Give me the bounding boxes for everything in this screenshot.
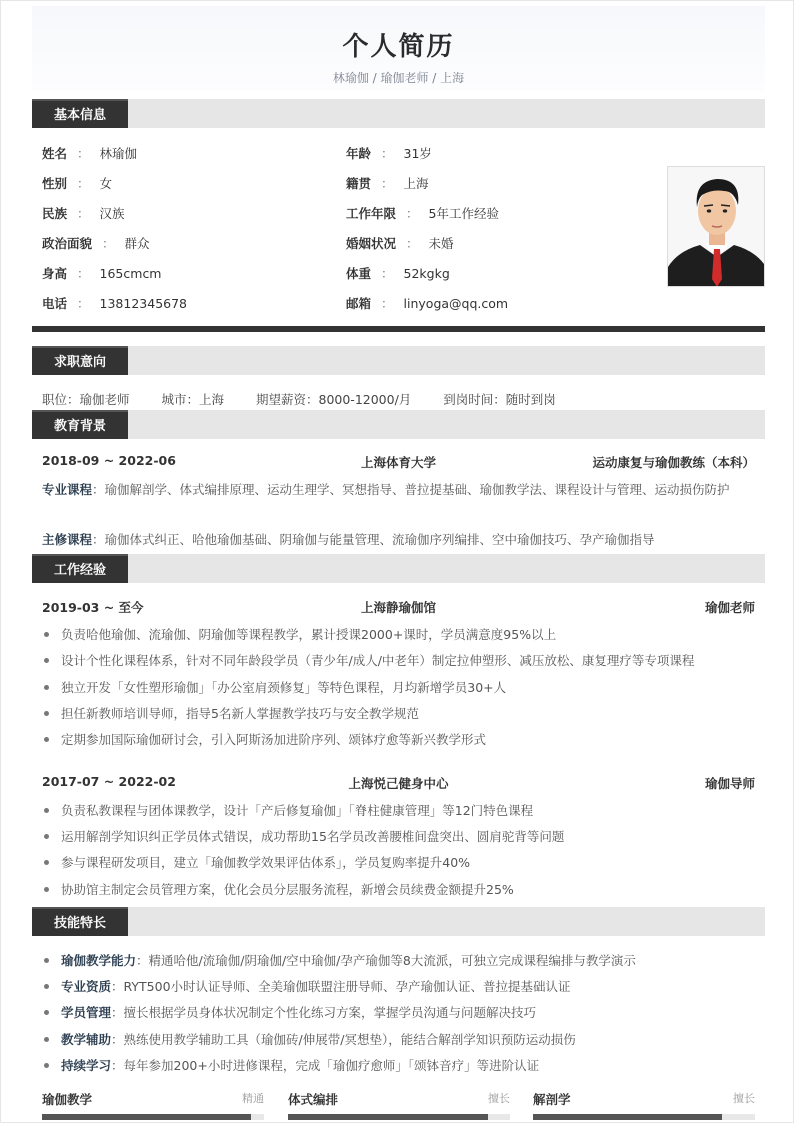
bullet-icon bbox=[44, 1063, 49, 1068]
bullet-icon bbox=[44, 632, 49, 637]
skill-item: 教学辅助：熟练使用教学辅助工具（瑜伽砖/伸展带/冥想垫），能结合解剖学知识预防运动损伤 bbox=[42, 1030, 576, 1048]
bullet-icon bbox=[44, 887, 49, 892]
list-item: 独立开发「女性塑形瑜伽」「办公室肩颈修复」等特色课程，月均新增学员30+人 bbox=[42, 678, 506, 696]
list-item: 设计个性化课程体系，针对不同年龄段学员（青少年/成人/中老年）制定拉伸塑形、减压放松、康复理疗等专项课程 bbox=[42, 651, 694, 669]
info-phone: 电话 ： 13812345678 bbox=[42, 296, 188, 311]
education-major: 运动康复与瑜伽教练（本科） bbox=[592, 455, 755, 470]
intent-city: 城市：上海 bbox=[161, 392, 225, 407]
list-item: 定期参加国际瑜伽研讨会，引入阿斯汤加进阶序列、颂钵疗愈等新兴教学形式 bbox=[42, 730, 486, 748]
resume-header bbox=[32, 6, 765, 91]
bullet-icon bbox=[44, 808, 49, 813]
info-marital: 婚姻状况 ： 未婚 bbox=[346, 236, 454, 251]
list-item: 负责私教课程与团体课教学，设计「产后修复瑜伽」「脊柱健康管理」等12门特色课程 bbox=[42, 801, 533, 819]
info-age: 年龄 ： 31岁 bbox=[346, 146, 432, 161]
info-ethnicity: 民族 ： 汉族 bbox=[42, 206, 125, 221]
page-title: 个人简历 bbox=[342, 32, 455, 62]
bullet-icon bbox=[44, 1037, 49, 1042]
section-basic-info bbox=[32, 99, 765, 128]
avatar-icon bbox=[668, 167, 765, 287]
list-item: 担任新教师培训导师，指导5名新人掌握教学技巧与安全教学规范 bbox=[42, 704, 419, 722]
bullet-icon bbox=[44, 658, 49, 663]
section-job-intent bbox=[32, 346, 765, 375]
bullet-icon bbox=[44, 711, 49, 716]
work-role: 瑜伽老师 bbox=[704, 600, 755, 615]
education-period: 2018-09 ~ 2022-06 bbox=[42, 453, 176, 468]
section-title: 求职意向 bbox=[32, 346, 128, 375]
info-experience-years: 工作年限 ： 5年工作经验 bbox=[346, 206, 499, 221]
skill-item: 学员管理：擅长根据学员身体状况制定个性化练习方案，掌握学员沟通与问题解决技巧 bbox=[42, 1003, 536, 1021]
education-major-courses: 主修课程：瑜伽体式纠正、哈他瑜伽基础、阴瑜伽与能量管理、流瑜伽序列编排、空中瑜伽技巧、孕产瑜伽指导 bbox=[42, 532, 655, 547]
education-school: 上海体育大学 bbox=[360, 455, 436, 470]
info-name: 姓名 ： 林瑜伽 bbox=[42, 146, 138, 161]
section-skills bbox=[32, 907, 765, 936]
section-title: 工作经验 bbox=[32, 554, 128, 583]
bullet-icon bbox=[44, 958, 49, 963]
section-title: 技能特长 bbox=[32, 907, 128, 936]
page-subtitle: 林瑜伽 / 瑜伽老师 / 上海 bbox=[332, 71, 465, 85]
info-hometown: 籍贯 ： 上海 bbox=[346, 176, 429, 191]
list-item: 参与课程研发项目，建立「瑜伽教学效果评估体系」，学员复购率提升40% bbox=[42, 853, 470, 871]
skill-item: 专业资质：RYT500小时认证导师、全美瑜伽联盟注册导师、孕产瑜伽认证、普拉提基础认证 bbox=[42, 977, 571, 995]
progress-bar bbox=[533, 1114, 755, 1120]
skill-item: 瑜伽教学能力：精通哈他/流瑜伽/阴瑜伽/空中瑜伽/孕产瑜伽等8大流派，可独立完成课程编排与教学演示 bbox=[42, 951, 636, 969]
list-item: 协助馆主制定会员管理方案，优化会员分层服务流程，新增会员续费金额提升25% bbox=[42, 880, 514, 898]
skill-item: 持续学习：每年参加200+小时进修课程，完成「瑜伽疗愈师」「颂钵音疗」等进阶认证 bbox=[42, 1056, 539, 1074]
work-company: 上海静瑜伽馆 bbox=[360, 600, 436, 615]
section-title: 基本信息 bbox=[32, 99, 128, 128]
bullet-icon bbox=[44, 984, 49, 989]
section-work bbox=[32, 554, 765, 583]
list-item: 运用解剖学知识纠正学员体式错误，成功帮助15名学员改善腰椎间盘突出、圆肩驼背等问题 bbox=[42, 827, 564, 845]
info-height: 身高 ： 165cmcm bbox=[42, 266, 162, 281]
bullet-icon bbox=[44, 860, 49, 865]
intent-position: 职位：瑜伽老师 bbox=[42, 392, 130, 407]
work-company: 上海悦己健身中心 bbox=[348, 776, 449, 791]
avatar-photo bbox=[667, 166, 765, 287]
info-political: 政治面貌 ： 群众 bbox=[42, 236, 150, 251]
intent-salary: 期望薪资：8000-12000/月 bbox=[256, 392, 412, 407]
info-gender: 性别 ： 女 bbox=[42, 176, 113, 191]
skill-bar-sequencing: 体式编排 擅长 bbox=[288, 1089, 510, 1120]
list-item: 负责哈他瑜伽、流瑜伽、阴瑜伽等课程教学，累计授课2000+课时，学员满意度95%以上 bbox=[42, 625, 556, 643]
work-period: 2019-03 ~ 至今 bbox=[42, 600, 144, 615]
info-email: 邮箱 ： linyoga@qq.com bbox=[346, 296, 509, 311]
bullet-icon bbox=[44, 1010, 49, 1015]
job-intent-row bbox=[42, 390, 584, 408]
skill-bar-yoga-teaching: 瑜伽教学 精通 bbox=[42, 1089, 264, 1120]
education-courses: 专业课程：瑜伽解剖学、体式编排原理、运动生理学、冥想指导、普拉提基础、瑜伽教学法、课程设计与管理、运动损伤防护 bbox=[42, 482, 730, 497]
intent-availability: 到岗时间：随时到岗 bbox=[443, 392, 556, 407]
bullet-icon bbox=[44, 737, 49, 742]
section-education bbox=[32, 410, 765, 439]
progress-bar bbox=[288, 1114, 510, 1120]
info-weight: 体重 ： 52kgkg bbox=[346, 266, 450, 281]
skill-bar-anatomy: 解剖学 擅长 bbox=[533, 1089, 755, 1120]
section-title: 教育背景 bbox=[32, 410, 128, 439]
section-divider bbox=[32, 326, 765, 332]
bullet-icon bbox=[44, 685, 49, 690]
progress-bar bbox=[42, 1114, 264, 1120]
work-period: 2017-07 ~ 2022-02 bbox=[42, 774, 176, 789]
bullet-icon bbox=[44, 834, 49, 839]
work-role: 瑜伽导师 bbox=[704, 776, 755, 791]
